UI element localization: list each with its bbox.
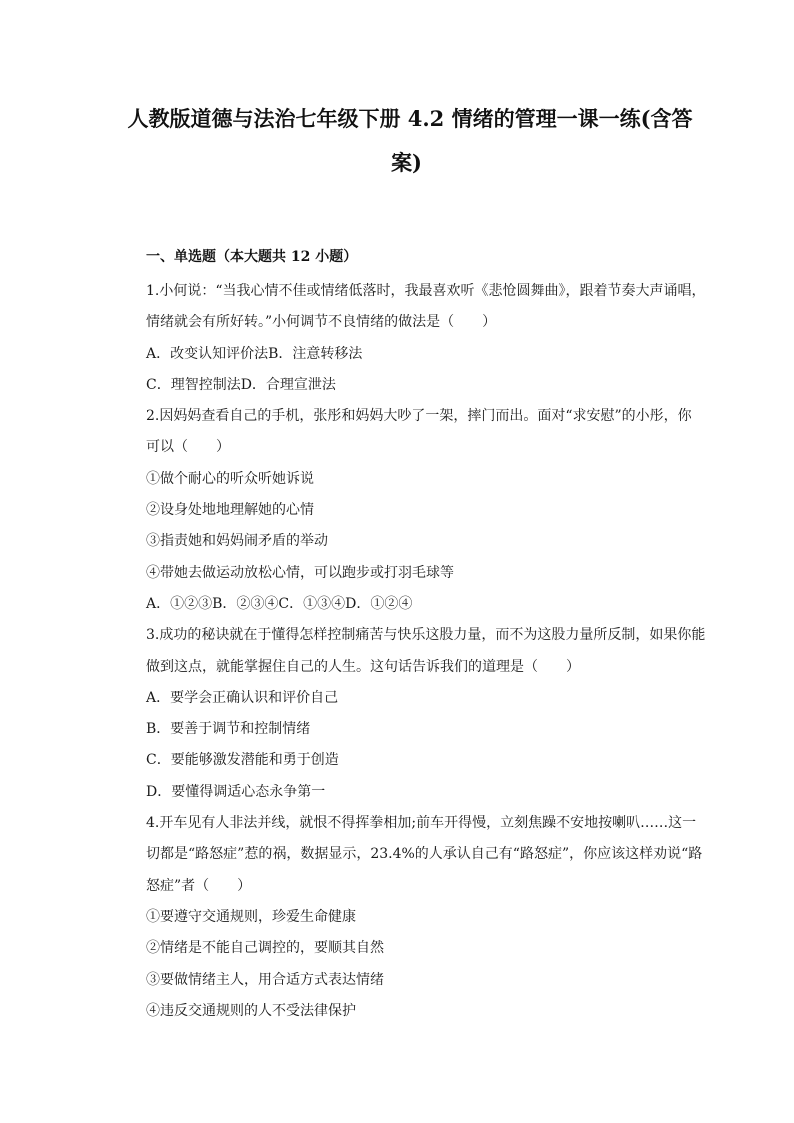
- text-line: ③要做情绪主人，用合适方式表达情绪: [146, 971, 384, 988]
- text-line: ②设身处地地理解她的心情: [146, 502, 314, 519]
- text-line: B．要善于调节和控制情绪: [146, 721, 311, 738]
- text-line: 切都是“路怒症”惹的祸，数据显示，23.4%的人承认自己有“路怒症”，你应该这样劝说“路: [146, 846, 703, 863]
- text-line: A．①②③B．②③④C．①③④D．①②④: [146, 595, 413, 612]
- text-line: C．要能够激发潜能和勇于创造: [146, 752, 339, 769]
- text-line: ②情绪是不能自己调控的，要顺其自然: [146, 940, 384, 957]
- text-line: 1.小何说：“当我心情不佳或情绪低落时，我最喜欢听《悲怆圆舞曲》，跟着节奏大声诵唱，: [146, 283, 706, 299]
- document-title-line-1: 人教版道德与法治七年级下册 4.2 情绪的管理一课一练(含答: [127, 106, 693, 131]
- section-heading: 一、单选题（本大题共 12 小题）: [146, 249, 358, 265]
- text-line: ④带她去做运动放松心情，可以跑步或打羽毛球等: [146, 564, 454, 581]
- text-line: 4.开车见有人非法并线，就恨不得挥拳相加;前车开得慢，立刻焦躁不安地按喇叭……这一: [146, 815, 697, 832]
- text-line: A．要学会正确认识和评价自己: [146, 689, 339, 706]
- text-line: A．改变认知评价法B．注意转移法: [146, 345, 363, 362]
- text-line: ③指责她和妈妈闹矛盾的举动: [146, 533, 328, 550]
- text-line: D．要懂得调适心态永争第一: [146, 783, 326, 800]
- text-line: 做到这点，就能掌握住自己的人生。这句话告诉我们的道理是（ ）: [146, 658, 580, 675]
- text-line: C．理智控制法D．合理宣泄法: [146, 376, 336, 393]
- text-line: ①要遵守交通规则，珍爱生命健康: [146, 908, 356, 925]
- question-content: [146, 276, 706, 1027]
- text-line: 可以（ ）: [146, 439, 230, 456]
- text-line: ①做个耐心的听众听她诉说: [146, 470, 314, 487]
- document-title-line-2: 案): [391, 150, 422, 175]
- text-line: 3.成功的秘诀就在于懂得怎样控制痛苦与快乐这股力量，而不为这股力量所反制，如果你能: [146, 627, 706, 644]
- text-line: ④违反交通规则的人不受法律保护: [146, 1002, 356, 1019]
- text-line: 2.因妈妈查看自己的手机，张彤和妈妈大吵了一架，摔门而出。面对“求安慰”的小彤，你: [146, 408, 692, 425]
- text-line: 情绪就会有所好转。”小何调节不良情绪的做法是（ ）: [146, 314, 497, 331]
- text-line: 怒症”者（ ）: [146, 877, 252, 894]
